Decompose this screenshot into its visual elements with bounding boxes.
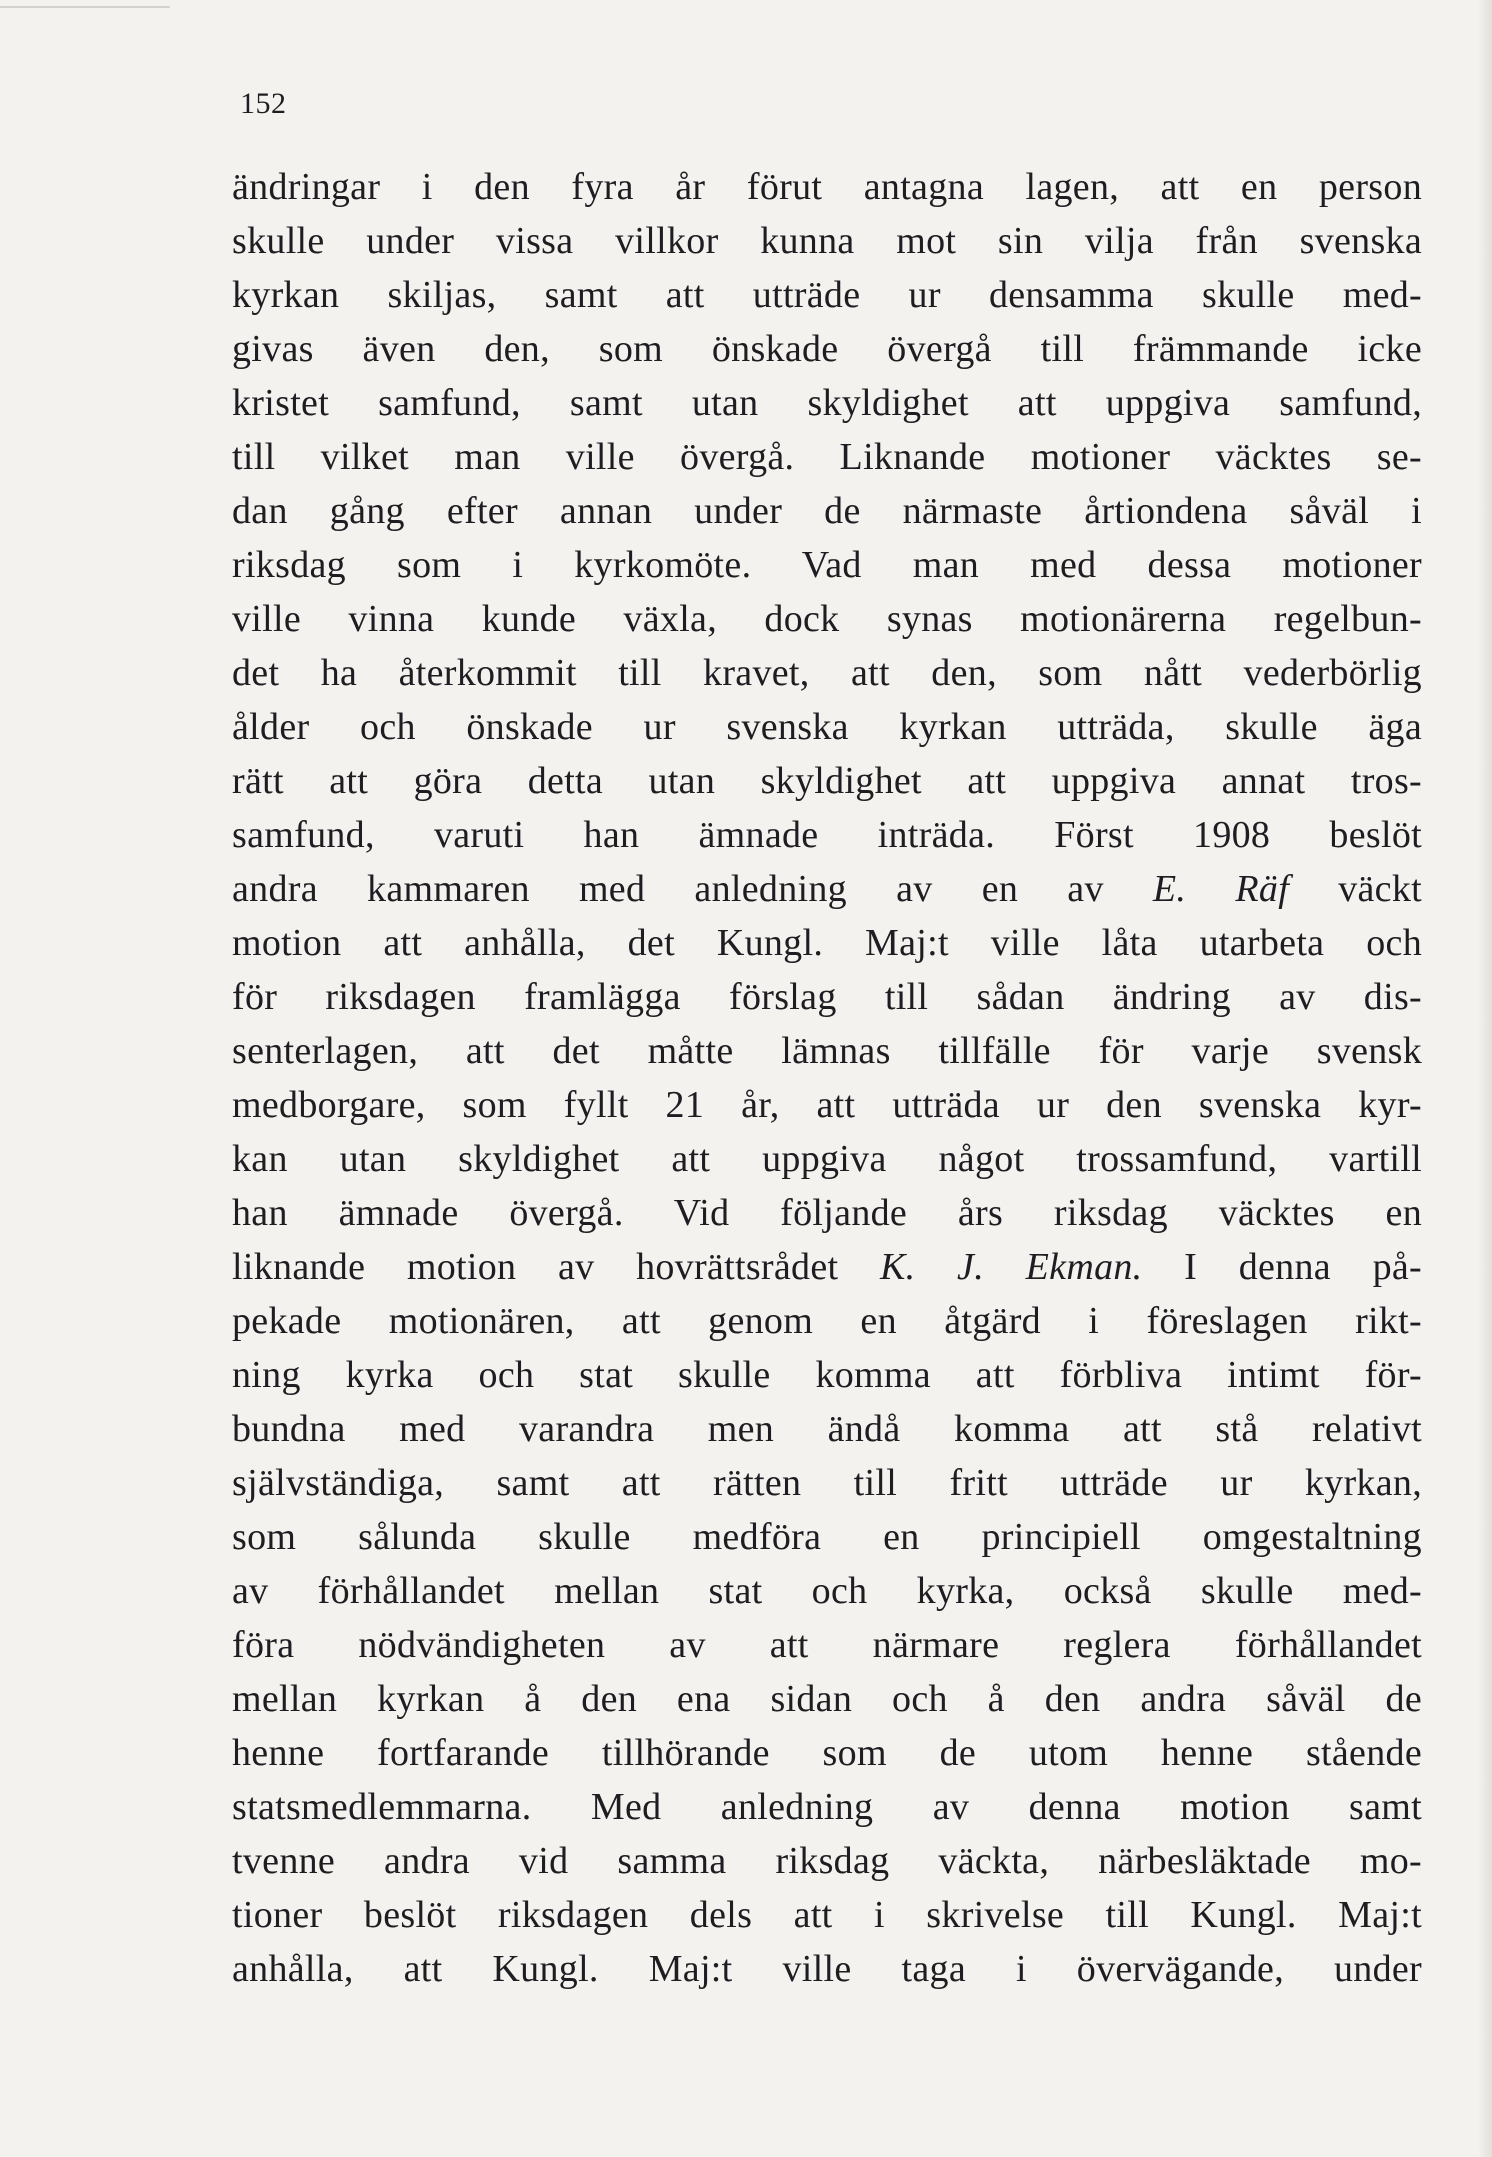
text-line: det ha återkommit till kravet, att den, som nått vederbörlig bbox=[232, 652, 1422, 694]
italic-name: K. J. Ekman. bbox=[879, 1246, 1143, 1288]
text-line: skulle under vissa villkor kunna mot sin vilja från svenska bbox=[232, 220, 1422, 262]
text-run: andra kammaren med anledning av en av bbox=[232, 868, 1153, 910]
text-line: kan utan skyldighet att uppgiva något trossamfund, vartill bbox=[232, 1138, 1422, 1180]
text-line: kyrkan skiljas, samt att utträde ur densamma skulle med- bbox=[232, 274, 1422, 316]
text-run: väckt bbox=[1289, 868, 1422, 910]
text-run: I denna på- bbox=[1142, 1246, 1422, 1288]
page-edge-shadow bbox=[1478, 0, 1492, 2157]
text-line: han ämnade övergå. Vid följande års riksdag väcktes en bbox=[232, 1192, 1422, 1234]
text-line: riksdag som i kyrkomöte. Vad man med dessa motioner bbox=[232, 544, 1422, 586]
page-number: 152 bbox=[240, 87, 287, 120]
text-line: henne fortfarande tillhörande som de utom henne stående bbox=[232, 1732, 1422, 1774]
text-line: rätt att göra detta utan skyldighet att uppgiva annat tros- bbox=[232, 760, 1422, 802]
text-line: till vilket man ville övergå. Liknande motioner väcktes se- bbox=[232, 436, 1422, 478]
text-line: mellan kyrkan å den ena sidan och å den andra såväl de bbox=[232, 1678, 1422, 1720]
text-line: ålder och önskade ur svenska kyrkan utträda, skulle äga bbox=[232, 706, 1422, 748]
text-line: för riksdagen framlägga förslag till sådan ändring av dis- bbox=[232, 976, 1422, 1018]
text-line: motion att anhålla, det Kungl. Maj:t ville låta utarbeta och bbox=[232, 922, 1422, 964]
text-line: medborgare, som fyllt 21 år, att utträda ur den svenska kyr- bbox=[232, 1084, 1422, 1126]
text-line: senterlagen, att det måtte lämnas tillfälle för varje svensk bbox=[232, 1030, 1422, 1072]
text-run: liknande motion av hovrättsrådet bbox=[232, 1246, 880, 1288]
text-line: tioner beslöt riksdagen dels att i skrivelse till Kungl. Maj:t bbox=[232, 1894, 1422, 1936]
text-line: ning kyrka och stat skulle komma att förbliva intimt för- bbox=[232, 1354, 1422, 1396]
text-line-with-italic bbox=[232, 1240, 1422, 1294]
text-line: pekade motionären, att genom en åtgärd i föreslagen rikt- bbox=[232, 1300, 1422, 1342]
text-line: kristet samfund, samt utan skyldighet att uppgiva samfund, bbox=[232, 382, 1422, 424]
text-line: givas även den, som önskade övergå till främmande icke bbox=[232, 328, 1422, 370]
top-edge-rule bbox=[0, 6, 170, 8]
text-line: dan gång efter annan under de närmaste årtiondena såväl i bbox=[232, 490, 1422, 532]
italic-name: E. Räf bbox=[1152, 868, 1290, 910]
text-line: självständiga, samt att rätten till fritt utträde ur kyrkan, bbox=[232, 1462, 1422, 1504]
text-line: anhålla, att Kungl. Maj:t ville taga i övervägande, under bbox=[232, 1948, 1422, 1990]
text-line: föra nödvändigheten av att närmare reglera förhållandet bbox=[232, 1624, 1422, 1666]
body-text bbox=[232, 160, 1422, 1996]
text-line: som sålunda skulle medföra en principiell omgestaltning bbox=[232, 1516, 1422, 1558]
text-line: bundna med varandra men ändå komma att stå relativt bbox=[232, 1408, 1422, 1450]
text-line: statsmedlemmarna. Med anledning av denna motion samt bbox=[232, 1786, 1422, 1828]
text-line-with-italic bbox=[232, 862, 1422, 916]
text-line: tvenne andra vid samma riksdag väckta, närbesläktade mo- bbox=[232, 1840, 1422, 1882]
text-line: ville vinna kunde växla, dock synas motionärerna regelbun- bbox=[232, 598, 1422, 640]
text-line: samfund, varuti han ämnade inträda. Först 1908 beslöt bbox=[232, 814, 1422, 856]
text-line: ändringar i den fyra år förut antagna lagen, att en person bbox=[232, 166, 1422, 208]
text-line: av förhållandet mellan stat och kyrka, också skulle med- bbox=[232, 1570, 1422, 1612]
